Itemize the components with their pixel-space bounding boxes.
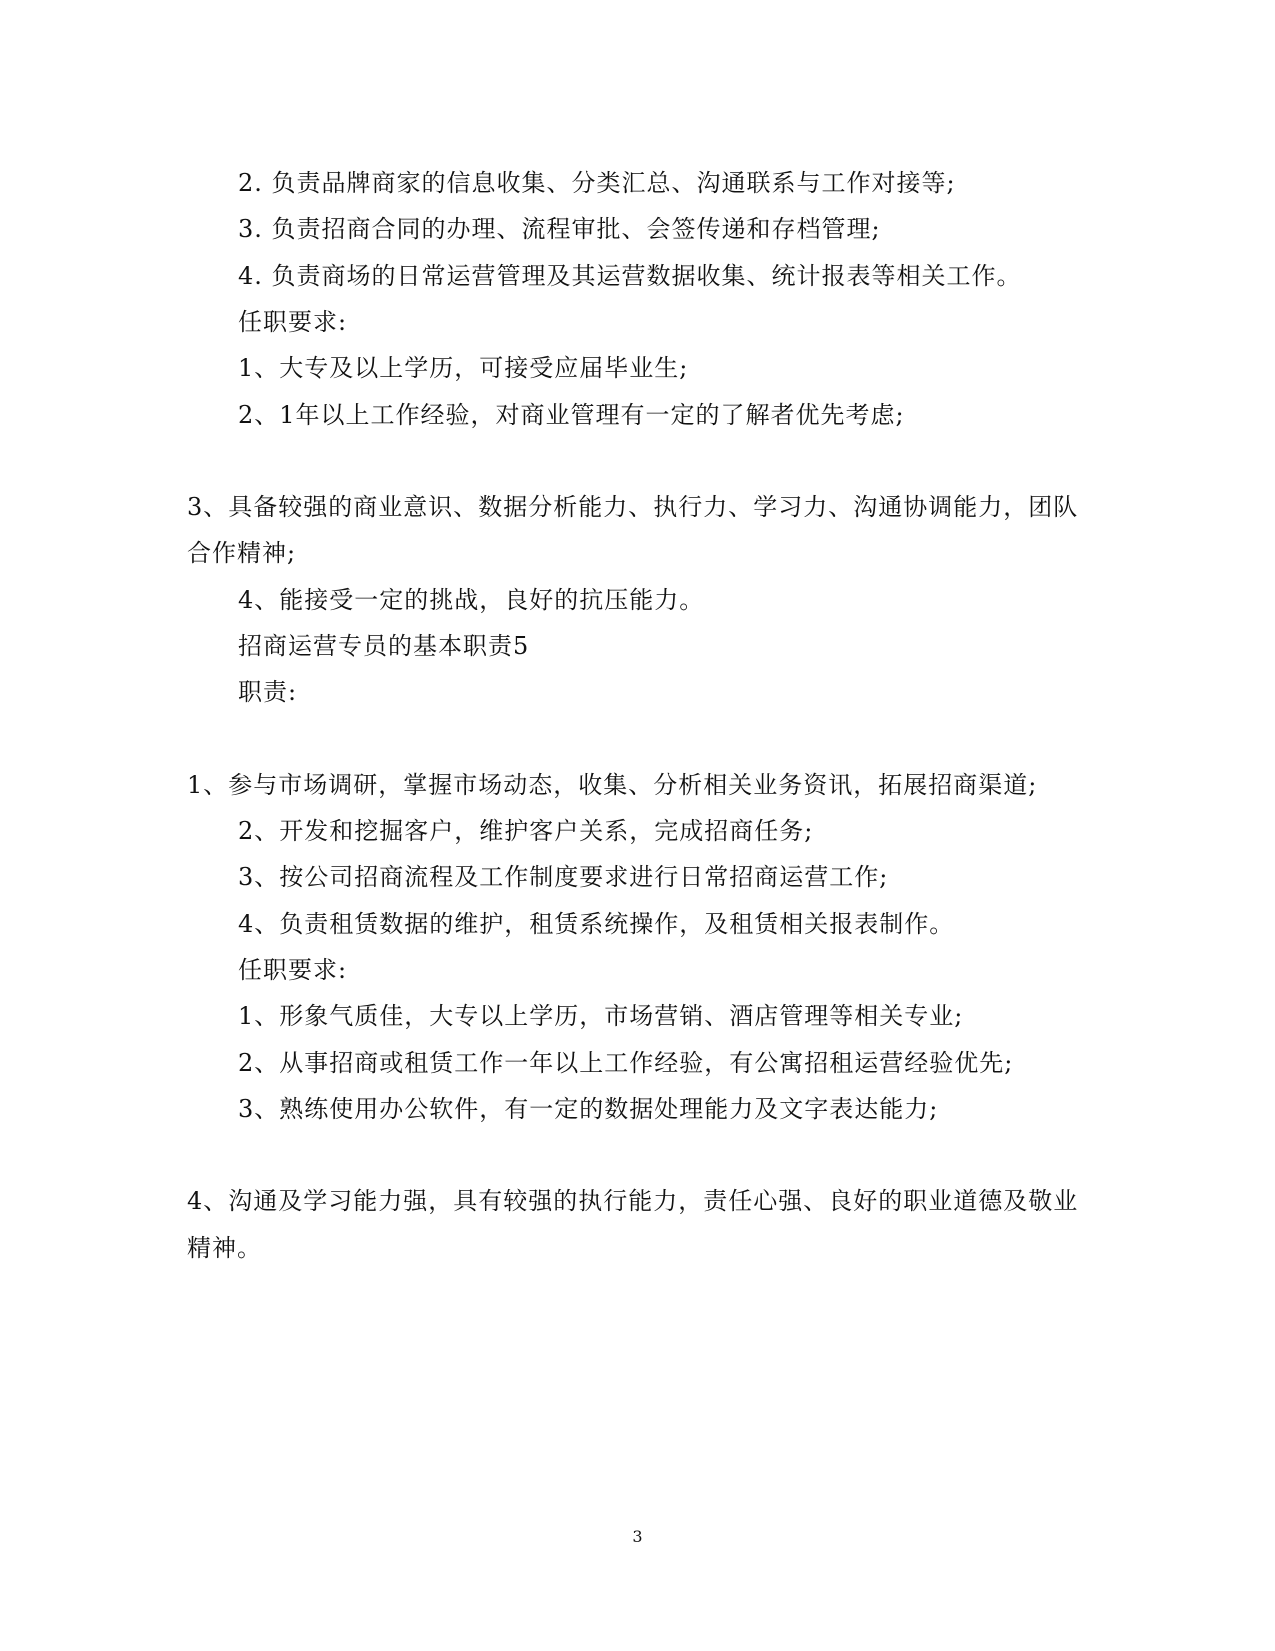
requirement-item-4b: 4、沟通及学习能力强，具有较强的执行能力，责任心强、良好的职业道德及敬业 (187, 1187, 1079, 1215)
duty-item-4b: 4、负责租赁数据的维护，租赁系统操作，及租赁相关报表制作。 (238, 910, 955, 938)
requirement-item-3: 3、具备较强的商业意识、数据分析能力、执行力、学习力、沟通协调能力，团队 (187, 493, 1079, 521)
duty-item-1: 1、参与市场调研，掌握市场动态，收集、分析相关业务资讯，拓展招商渠道; (187, 771, 1038, 799)
duty-item-2: 2. 负责品牌商家的信息收集、分类汇总、沟通联系与工作对接等; (238, 169, 956, 197)
requirement-item-2: 2、1年以上工作经验，对商业管理有一定的了解者优先考虑; (238, 401, 905, 429)
duty-item-4: 4. 负责商场的日常运营管理及其运营数据收集、统计报表等相关工作。 (238, 262, 1022, 290)
duty-item-3b: 3、按公司招商流程及工作制度要求进行日常招商运营工作; (238, 863, 889, 891)
duty-item-2b: 2、开发和挖掘客户，维护客户关系，完成招商任务; (238, 817, 814, 845)
requirement-item-1b: 1、形象气质佳，大专以上学历，市场营销、酒店管理等相关专业; (238, 1002, 964, 1030)
duties-heading: 职责: (238, 678, 298, 706)
requirement-item-1: 1、大专及以上学历，可接受应届毕业生; (238, 354, 689, 382)
duty-item-3: 3. 负责招商合同的办理、流程审批、会签传递和存档管理; (238, 215, 881, 243)
section-title: 招商运营专员的基本职责5 (238, 632, 530, 660)
requirements-heading-2: 任职要求: (238, 956, 348, 984)
requirement-item-4: 4、能接受一定的挑战，良好的抗压能力。 (238, 586, 705, 614)
requirement-item-2b: 2、从事招商或租赁工作一年以上工作经验，有公寓招租运营经验优先; (238, 1049, 1014, 1077)
requirements-heading: 任职要求: (238, 308, 348, 336)
requirement-item-3-continued: 合作精神; (187, 539, 297, 567)
requirement-item-3b: 3、熟练使用办公软件，有一定的数据处理能力及文字表达能力; (238, 1095, 939, 1123)
requirement-item-4b-continued: 精神。 (187, 1234, 262, 1262)
page-number: 3 (632, 1527, 643, 1546)
